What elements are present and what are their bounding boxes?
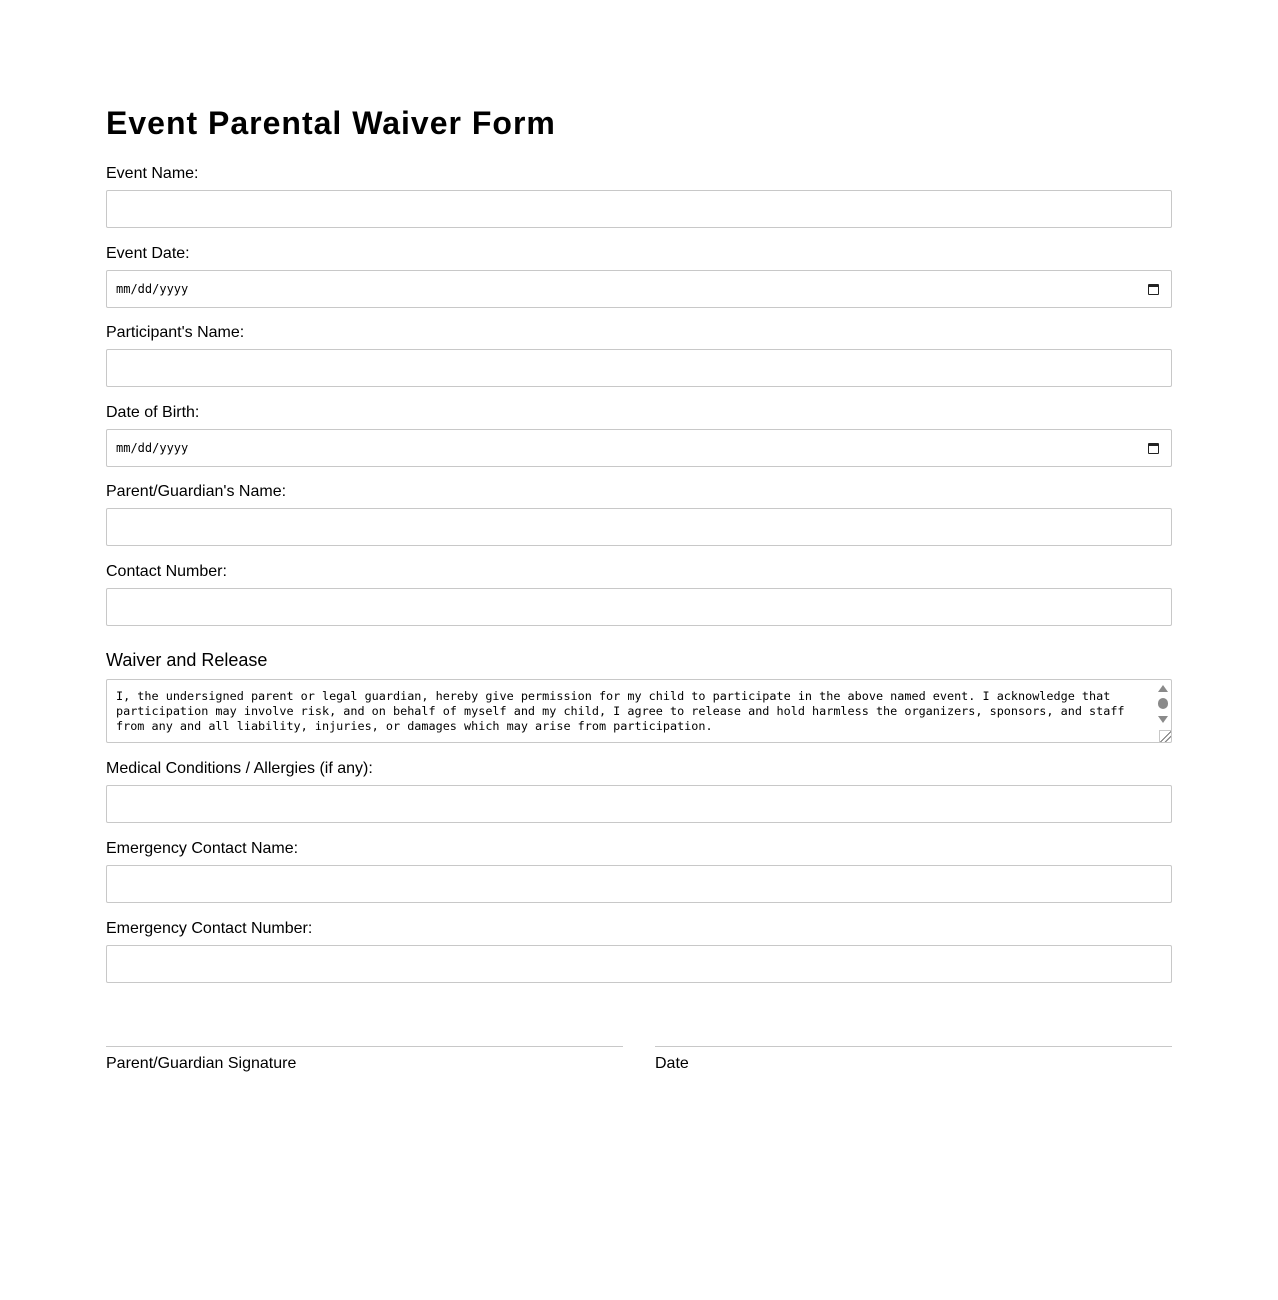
participant-name-input[interactable] [106, 349, 1172, 387]
event-name-label: Event Name: [106, 165, 199, 182]
contact-number-label: Contact Number: [106, 563, 227, 580]
scroll-up-arrow-icon[interactable] [1158, 685, 1168, 692]
date-of-birth-input[interactable] [106, 429, 1172, 467]
scroll-thumb[interactable] [1158, 698, 1168, 709]
date-of-birth-label: Date of Birth: [106, 404, 200, 421]
participant-name-label: Participant's Name: [106, 324, 245, 341]
resize-handle-icon[interactable] [1159, 730, 1171, 742]
calendar-icon[interactable] [1148, 284, 1159, 295]
waiver-textarea[interactable] [106, 679, 1172, 743]
medical-conditions-input[interactable] [106, 785, 1172, 823]
emergency-contact-number-label: Emergency Contact Number: [106, 920, 313, 937]
waiver-heading: Waiver and Release [106, 650, 268, 670]
scroll-down-arrow-icon[interactable] [1158, 716, 1168, 723]
parent-name-input[interactable] [106, 508, 1172, 546]
contact-number-input[interactable] [106, 588, 1172, 626]
signature-line[interactable] [106, 1046, 623, 1047]
parent-name-label: Parent/Guardian's Name: [106, 483, 287, 500]
emergency-contact-name-label: Emergency Contact Name: [106, 840, 299, 857]
emergency-contact-name-input[interactable] [106, 865, 1172, 903]
medical-conditions-label: Medical Conditions / Allergies (if any): [106, 760, 373, 777]
emergency-contact-number-input[interactable] [106, 945, 1172, 983]
calendar-icon[interactable] [1148, 443, 1159, 454]
event-name-input[interactable] [106, 190, 1172, 228]
page-title: Event Parental Waiver Form [106, 105, 556, 141]
date-of-birth-placeholder: mm/dd/yyyy [116, 441, 189, 455]
signature-label: Parent/Guardian Signature [106, 1055, 297, 1072]
date-line[interactable] [655, 1046, 1172, 1047]
date-label: Date [655, 1055, 689, 1072]
waiver-text: I, the undersigned parent or legal guardian, hereby give permission for my child to participate in the above named event. I acknowledge that participation may involve risk, and on behalf of myself and my child, I agree to release and hold harmless the organizers, sponsors, and staff from any and all liability, injuries, or damages which may arise from participation. [116, 689, 1125, 733]
event-date-placeholder: mm/dd/yyyy [116, 282, 189, 296]
event-date-label: Event Date: [106, 245, 190, 262]
event-date-input[interactable] [106, 270, 1172, 308]
